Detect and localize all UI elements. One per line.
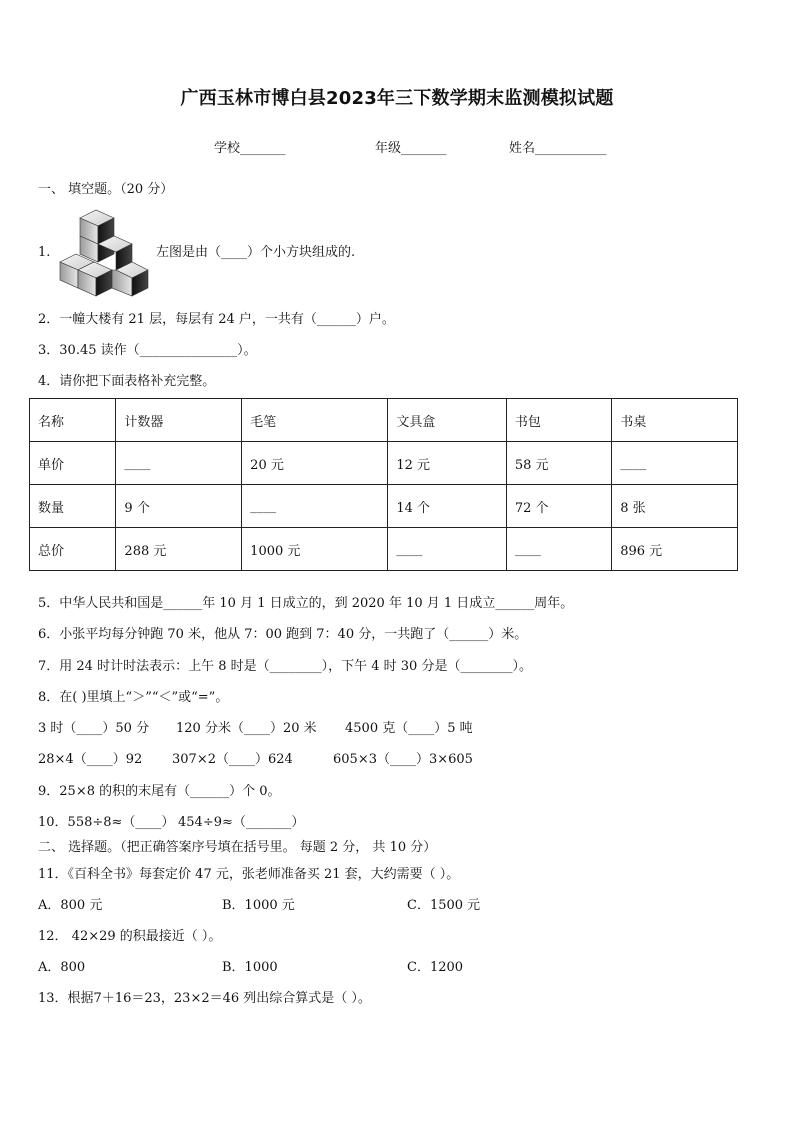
question-1-text: 左图是由（____）个小方块组成的. <box>156 245 356 260</box>
table-header-cell: 名称 <box>30 399 116 442</box>
table-cell: ____ <box>612 442 738 485</box>
question-8: 8．在( )里填上“＞”“＜”或“=”。 <box>38 690 229 705</box>
table-cell: ____ <box>388 528 507 571</box>
table-cell: 8 张 <box>612 485 738 528</box>
question-4: 4．请你把下面表格补充完整。 <box>38 374 216 389</box>
cube-stack-figure <box>58 208 150 300</box>
question-11-option-b: B．1000 元 <box>222 898 295 913</box>
question-8-row-1-b: 120 分米（____）20 米 <box>176 721 317 736</box>
question-8-row-2-b: 307×2（____）624 <box>172 752 293 767</box>
question-13: 13．根据7＋16＝23，23×2＝46 列出综合算式是（ ）。 <box>38 991 371 1006</box>
question-5: 5．中华人民共和国是______年 10 月 1 日成立的，到 2020 年 10 月 1 日成立______周年。 <box>38 596 574 611</box>
table-cell: ____ <box>242 485 388 528</box>
question-9: 9．25×8 的积的末尾有（______）个 0。 <box>38 784 281 799</box>
question-12: 12． 42×29 的积最接近（ ）。 <box>38 929 222 944</box>
cube-stack-icon <box>58 208 150 300</box>
table-cell: ____ <box>506 528 611 571</box>
table-cell: 58 元 <box>506 442 611 485</box>
table-header-cell: 毛笔 <box>242 399 388 442</box>
table-cell: 12 元 <box>388 442 507 485</box>
table-cell: 72 个 <box>506 485 611 528</box>
table-header-cell: 书包 <box>506 399 611 442</box>
table-header-cell: 书桌 <box>612 399 738 442</box>
table-cell: ____ <box>116 442 242 485</box>
question-10-a: 10．558÷8≈（____） <box>38 815 175 830</box>
question-11-option-c: C．1500 元 <box>407 898 481 913</box>
question-12-option-c: C．1200 <box>407 960 464 975</box>
question-3: 3．30.45 读作（_______________）。 <box>38 343 257 358</box>
question-12-option-b: B．1000 <box>222 960 278 975</box>
question-11: 11．《百科全书》每套定价 47 元，张老师准备买 21 套，大约需要（ ）。 <box>38 867 460 882</box>
table-cell: 1000 元 <box>242 528 388 571</box>
table-cell: 288 元 <box>116 528 242 571</box>
question-2: 2．一幢大楼有 21 层，每层有 24 户，一共有（______）户。 <box>38 312 395 327</box>
section-1-heading: 一、 填空题。（20 分） <box>38 182 174 197</box>
school-field: 学校_______ <box>214 141 286 156</box>
table-row <box>30 442 738 485</box>
table-cell: 20 元 <box>242 442 388 485</box>
question-12-option-a: A．800 <box>38 960 86 975</box>
grade-field: 年级_______ <box>375 141 447 156</box>
question-8-row-2-c: 605×3（____）3×605 <box>333 752 473 767</box>
question-8-row-1-c: 4500 克（____）5 吨 <box>345 721 473 736</box>
question-6: 6．小张平均每分钟跑 70 米，他从 7：00 跑到 7：40 分，一共跑了（______）米。 <box>38 627 528 642</box>
table-header-cell: 文具盒 <box>388 399 507 442</box>
question-7: 7．用 24 时计时法表示：上午 8 时是（________），下午 4 时 30 分是（________）。 <box>38 659 532 674</box>
table-cell: 总价 <box>30 528 116 571</box>
table-row <box>30 528 738 571</box>
question-8-row-1-a: 3 时（____）50 分 <box>38 721 150 736</box>
table-cell: 896 元 <box>612 528 738 571</box>
table-row <box>30 399 738 442</box>
question-11-option-a: A．800 元 <box>38 898 103 913</box>
question-1-number: 1. <box>38 245 51 260</box>
table-row <box>30 485 738 528</box>
table-cell: 14 个 <box>388 485 507 528</box>
table-cell: 单价 <box>30 442 116 485</box>
price-table <box>29 398 738 571</box>
question-8-row-2-a: 28×4（____）92 <box>38 752 143 767</box>
question-10-b: 454÷9≈（_______） <box>178 815 305 830</box>
table-cell: 9 个 <box>116 485 242 528</box>
table-header-cell: 计数器 <box>116 399 242 442</box>
section-2-heading: 二、 选择题。（把正确答案序号填在括号里。 每题 2 分， 共 10 分） <box>38 840 437 855</box>
name-field: 姓名___________ <box>509 141 607 156</box>
table-cell: 数量 <box>30 485 116 528</box>
page-title: 广西玉林市博白县2023年三下数学期末监测模拟试题 <box>180 88 614 109</box>
